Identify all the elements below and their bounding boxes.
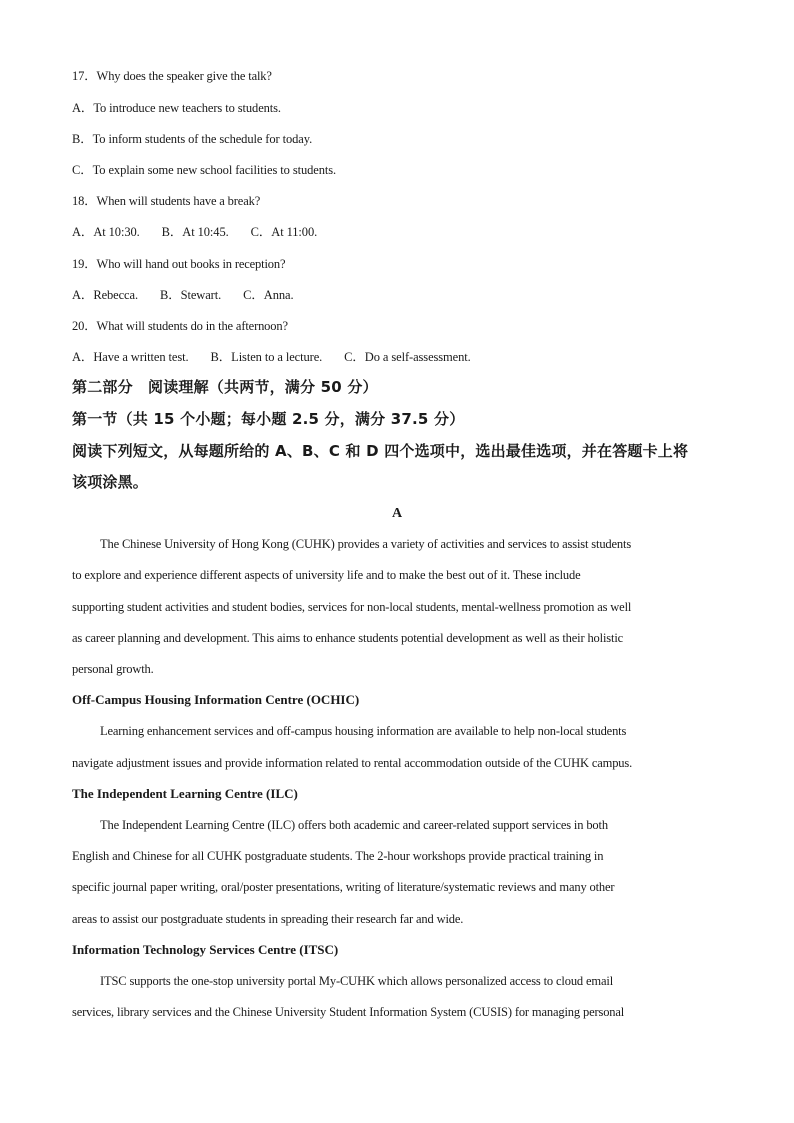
intro-line-5: personal growth. xyxy=(72,662,154,676)
question-19-stem: 19．Who will hand out books in reception? xyxy=(72,257,286,271)
ochic-line-2: navigate adjustment issues and provide information related to rental accommodation outside of the CUHK campus. xyxy=(72,756,633,770)
passage-letter: A xyxy=(391,506,403,521)
question-17-stem: 17．Why does the speaker give the talk? xyxy=(72,69,272,83)
question-18-option-c: C．At 11:00. xyxy=(250,225,318,239)
question-17-option-b: B．To inform students of the schedule for today. xyxy=(72,132,313,146)
itsc-line-2: services, library services and the Chinese University Student Information System (CUSIS) for managing personal xyxy=(72,1005,625,1019)
intro-line-4: as career planning and development. This aims to enhance students potential development as well as their holistic xyxy=(72,631,624,645)
question-20-option-b: B．Listen to a lecture. xyxy=(210,350,323,364)
ilc-line-2: English and Chinese for all CUHK postgraduate students. The 2-hour workshops provide practical training in xyxy=(72,849,604,863)
section-title-ochic: Off-Campus Housing Information Centre (OCHIC) xyxy=(72,692,360,707)
question-20-stem: 20．What will students do in the afternoon? xyxy=(72,319,288,333)
question-19-option-a: A．Rebecca. xyxy=(72,288,138,302)
section-title-itsc: Information Technology Services Centre (ITSC) xyxy=(72,942,339,957)
question-19-options xyxy=(72,287,293,303)
question-18-option-b: B．At 10:45. xyxy=(161,225,229,239)
ilc-line-1: The Independent Learning Centre (ILC) offers both academic and career-related support services in both xyxy=(100,818,608,832)
section-heading: 第一节（共 15 个小题；每小题 2.5 分，满分 37.5 分） xyxy=(72,410,465,428)
question-19-option-c: C．Anna. xyxy=(243,288,294,302)
question-17-option-c: C．To explain some new school facilities to students. xyxy=(72,163,337,177)
ilc-line-3: specific journal paper writing, oral/poster presentations, writing of literature/systematic reviews and many other xyxy=(72,880,615,894)
question-20-option-a: A．Have a written test. xyxy=(72,350,189,364)
instruction-line-1: 阅读下列短文，从每题所给的 A、B、C 和 D 四个选项中，选出最佳选项，并在答题卡上将 xyxy=(72,442,689,460)
instruction-line-2: 该项涂黑。 xyxy=(72,473,149,491)
question-20-options xyxy=(72,349,471,365)
intro-line-3: supporting student activities and student bodies, services for non-local students, mental-wellness promotion as well xyxy=(72,600,632,614)
intro-line-1: The Chinese University of Hong Kong (CUHK) provides a variety of activities and services to assist students xyxy=(100,537,632,551)
question-18-option-a: A．At 10:30. xyxy=(72,225,140,239)
question-18-options xyxy=(72,224,317,240)
question-20-option-c: C．Do a self-assessment. xyxy=(344,350,471,364)
question-18-stem: 18．When will students have a break? xyxy=(72,194,261,208)
itsc-line-1: ITSC supports the one-stop university portal My-CUHK which allows personalized access to cloud email xyxy=(100,974,614,988)
ochic-line-1: Learning enhancement services and off-campus housing information are available to help non-local students xyxy=(100,724,627,738)
question-17-option-a: A．To introduce new teachers to students. xyxy=(72,101,281,115)
question-19-option-b: B．Stewart. xyxy=(159,288,222,302)
ilc-line-4: areas to assist our postgraduate students in spreading their research far and wide. xyxy=(72,912,464,926)
part-heading: 第二部分 阅读理解（共两节，满分 50 分） xyxy=(72,378,378,396)
intro-line-2: to explore and experience different aspects of university life and to make the best out of it. These include xyxy=(72,568,581,582)
section-title-ilc: The Independent Learning Centre (ILC) xyxy=(72,786,298,801)
